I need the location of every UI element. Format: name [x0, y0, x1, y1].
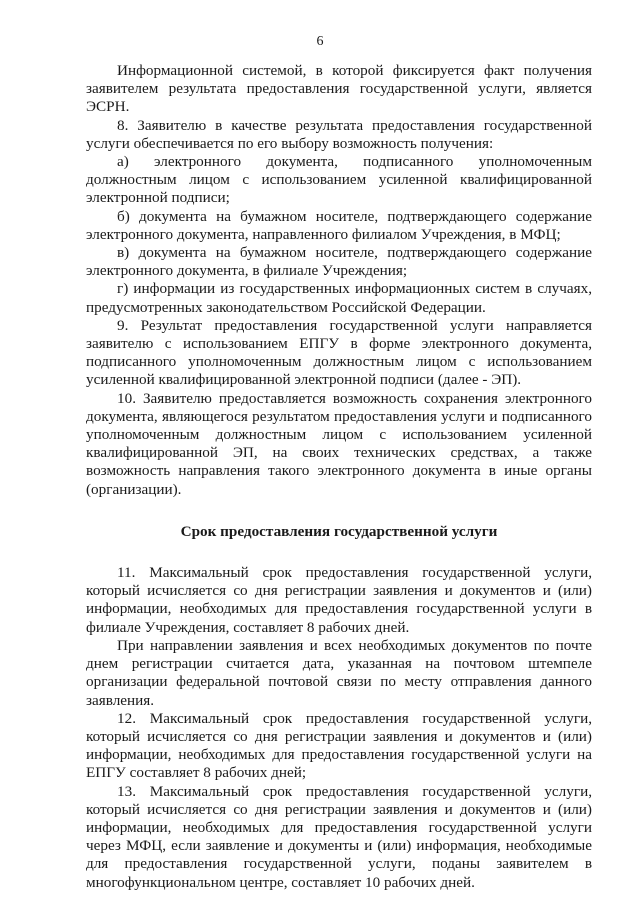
paragraph-10-saving-document: 10. Заявителю предоставляется возможность сохранения электронного документа, являющегося результатом предоставления услуги и подписанного уполномоченным должностным лицом с использованием усиленной квалифицированной ЭП, на своих технических средствах, а также возможность направления такого электронного документа в иные органы (организации).	[86, 389, 592, 498]
list-item-v: в) документа на бумажном носителе, подтверждающего содержание электронного документа, в филиале Учреждения;	[86, 244, 592, 280]
document-body	[86, 62, 592, 892]
paragraph-13-term-mfc: 13. Максимальный срок предоставления государственной услуги, который исчисляется со дня регистрации заявления и документов и (или) информации, необходимых для предоставления государственной услуги через МФЦ, если заявление и документы и (или) информация, необходимые для предоставления государственной услуги, поданы заявителем в многофункциональном центре, составляет 10 рабочих дней.	[86, 782, 592, 891]
paragraph-8-result-options: 8. Заявителю в качестве результата предоставления государственной услуги обеспечивается по его выбору возможность получения:	[86, 116, 592, 152]
paragraph-12-term-epgu: 12. Максимальный срок предоставления государственной услуги, который исчисляется со дня регистрации заявления и документов и (или) информации, необходимых для предоставления государственной услуги на ЕПГУ составляет 8 рабочих дней;	[86, 709, 592, 782]
paragraph-9-result-delivery: 9. Результат предоставления государственной услуги направляется заявителю с использованием ЕПГУ в форме электронного документа, подписанного уполномоченным должностным лицом с использованием усиленной квалифицированной электронной подписи (далее - ЭП).	[86, 316, 592, 389]
list-item-b: б) документа на бумажном носителе, подтверждающего содержание электронного документа, направленного филиалом Учреждения, в МФЦ;	[86, 207, 592, 243]
page-number: 6	[316, 34, 324, 49]
paragraph-11-term-branch: 11. Максимальный срок предоставления государственной услуги, который исчисляется со дня регистрации заявления и документов и (или) информации, необходимых для предоставления государственной услуги в филиале Учреждения, составляет 8 рабочих дней.	[86, 564, 592, 636]
paragraph-postal-registration: При направлении заявления и всех необходимых документов по почте днем регистрации считается дата, указанная на почтовом штемпеле организации федеральной почтовой связи по месту отправления данного заявления.	[86, 636, 592, 709]
section-heading: Срок предоставления государственной услуги	[180, 522, 498, 540]
paragraph-result-system: Информационной системой, в которой фиксируется факт получения заявителем результата предоставления государственной услуги, является ЭСРН.	[86, 62, 592, 116]
list-item-a: а) электронного документа, подписанного уполномоченным должностным лицом с использованием усиленной квалифицированной электронной подписи;	[86, 153, 592, 207]
list-item-g: г) информации из государственных информационных систем в случаях, предусмотренных законодательством Российской Федерации.	[86, 280, 592, 316]
